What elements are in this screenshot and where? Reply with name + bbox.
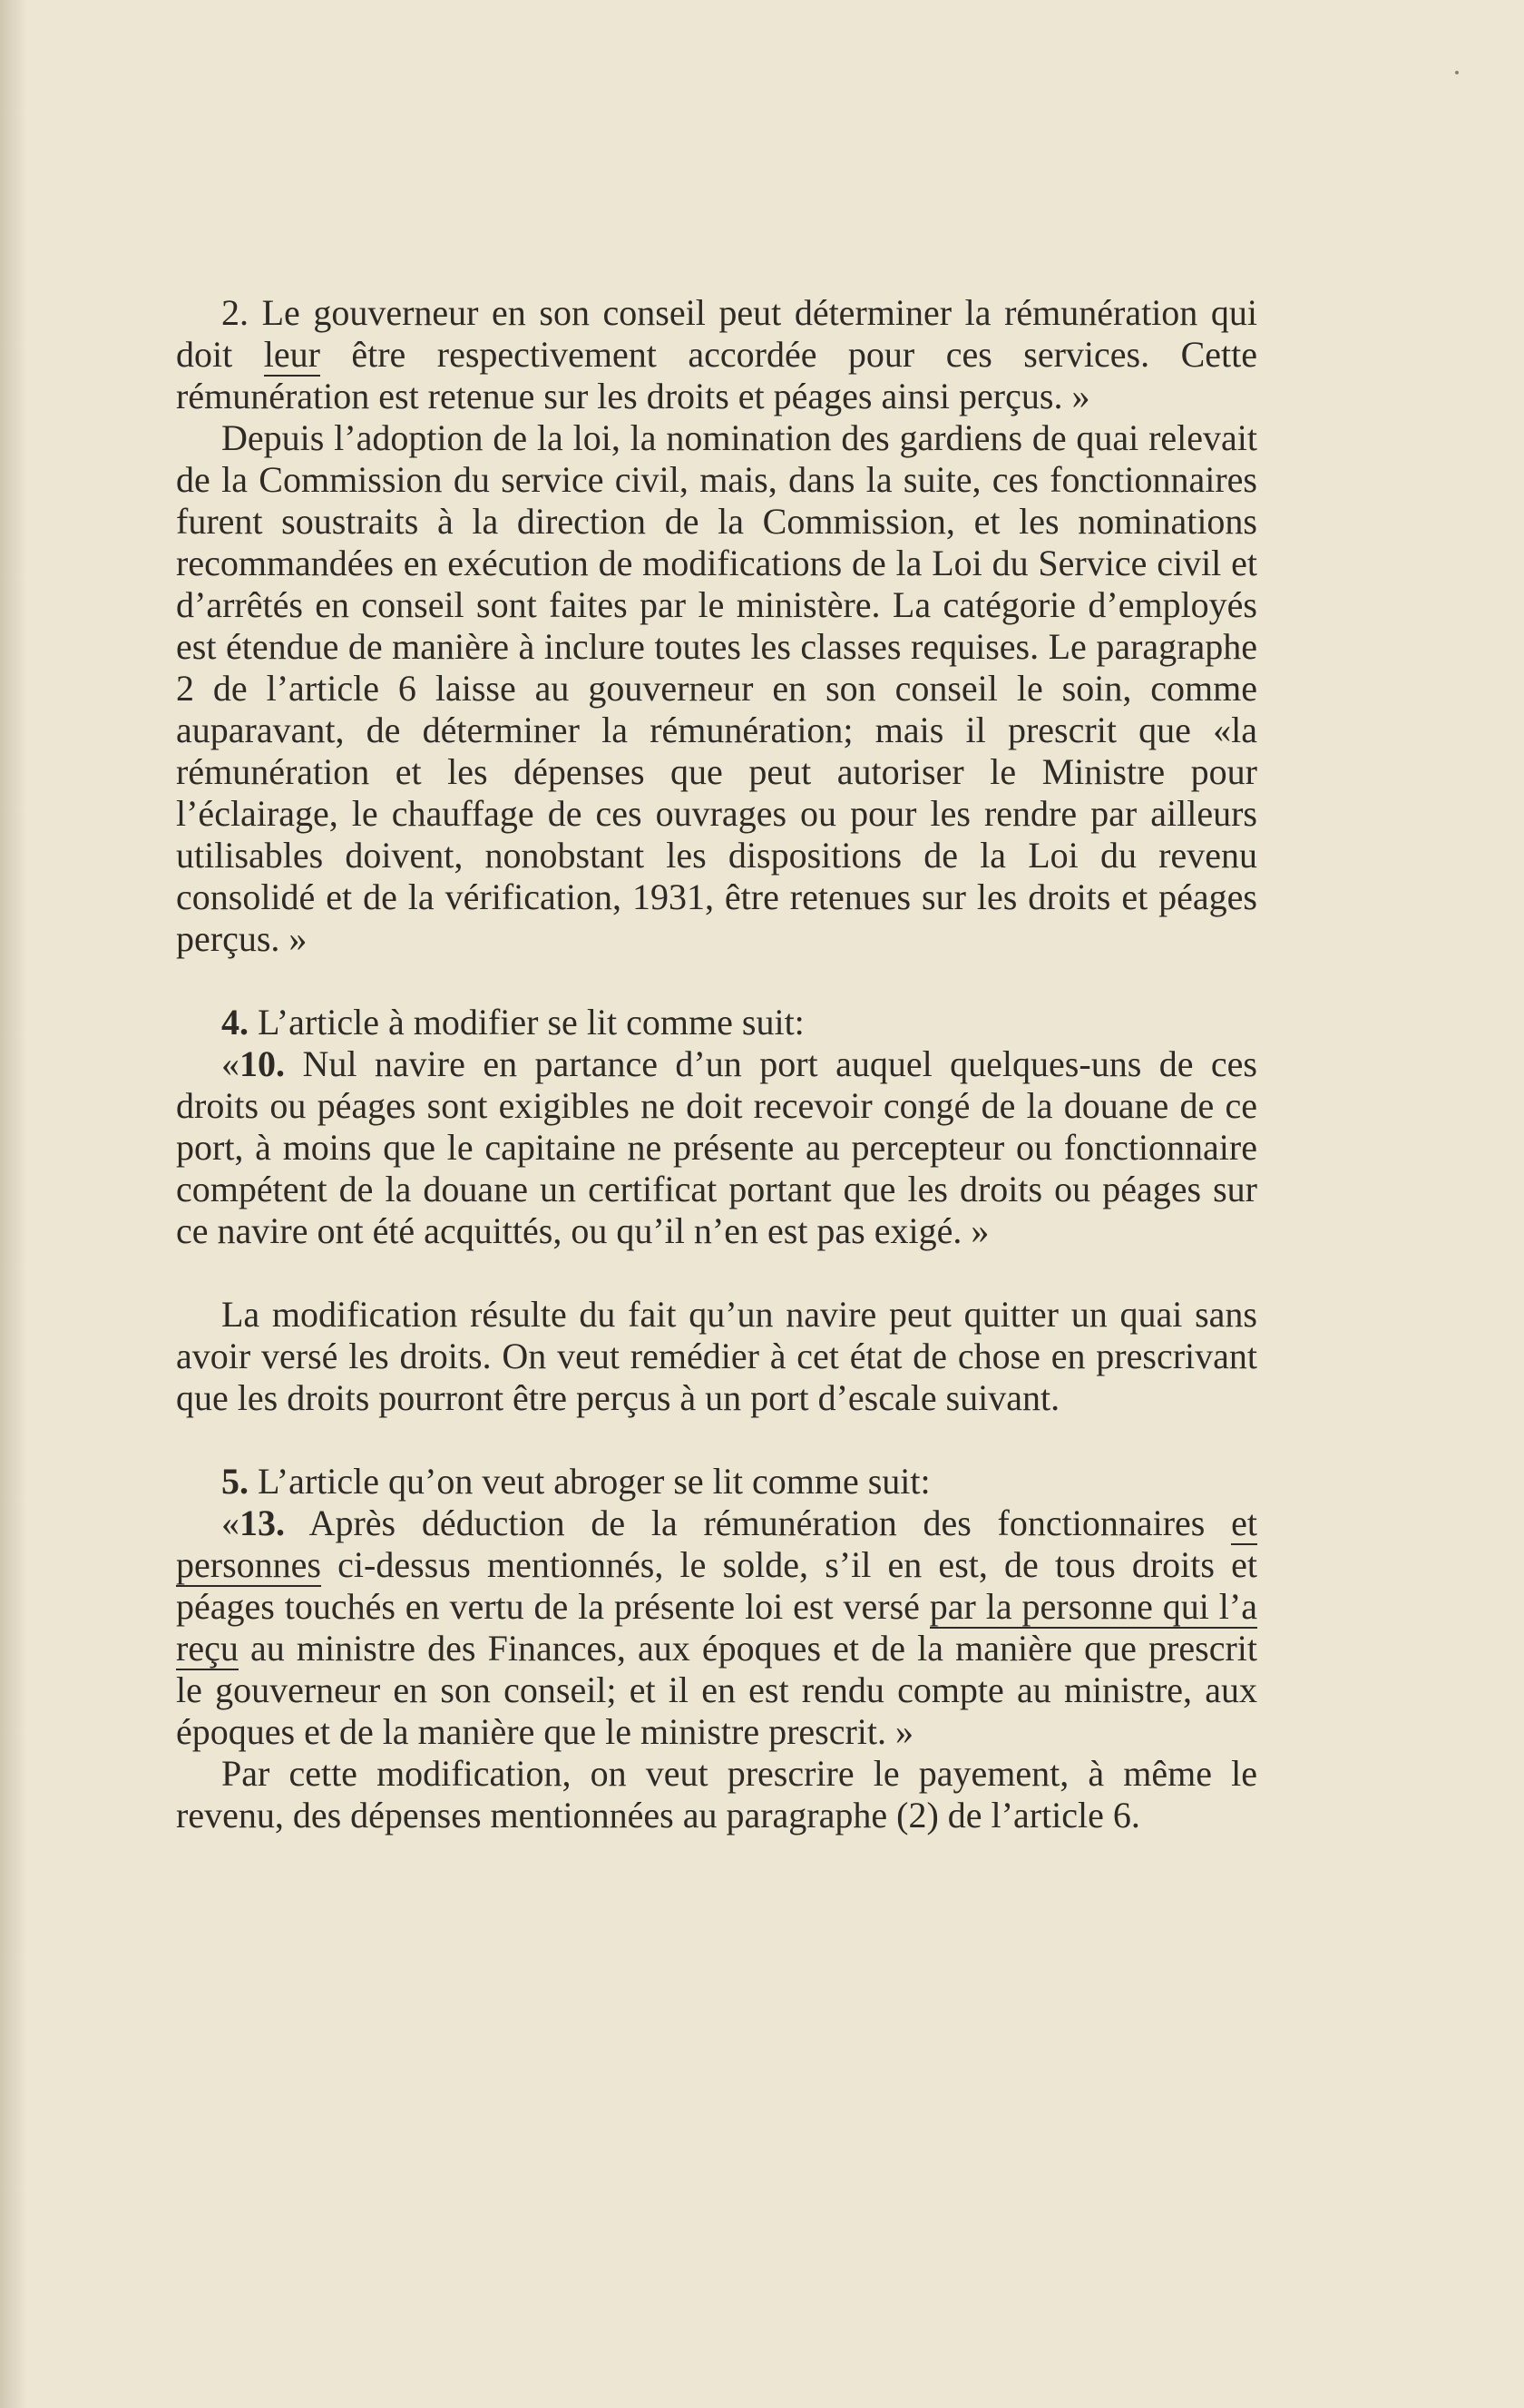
paragraph-explanation-appointments: Depuis l’adoption de la loi, la nomination des gardiens de quai relevait de la Commission du service civil, mais, dans la suite, ces fonctionnaires furent soustraits à la direction de la Commission, et les nominations recommandées en exécution de modifications de la Loi du Service civil et d’arrêtés en conseil sont faites par le ministère. La catégorie d’employés est étendue de manière à inclure toutes les classes requises. Le paragraphe 2 de l’article 6 laisse au gouverneur en son conseil le soin, comme auparavant, de déterminer la rémunération; mais il prescrit que «la rémunération et les dépenses que peut autoriser le Ministre pour l’éclairage, le chauffage de ces ouvrages ou pour les rendre par ailleurs utilisables doivent, nonobstant les dispositions de la Loi du revenu consolidé et de la vérification, 1931, être retenues sur les droits et péages perçus. » <box>176 417 1257 959</box>
page-edge-shadow <box>0 0 27 2408</box>
paragraph-article-13: «13. Après déduction de la rémunération des fonctionnaires et personnes ci-dessus mentionnés, le solde, s’il en est, de tous droits et péages touchés en vertu de la présente loi est versé par la personne qui l’a reçu au ministre des Finances, aux époques et de la manière que prescrit le gouverneur en son conseil; et il en est rendu compte au ministre, aux époques et de la manière que le ministre prescrit. » <box>176 1503 1257 1752</box>
underlined-phrase: et personnes <box>176 1503 1257 1585</box>
paragraph-article-10: «10. Nul navire en partance d’un port auquel quelques-uns de ces droits ou péages sont exigibles ne doit recevoir congé de la douane de ce port, à moins que le capitaine ne présente au percepteur ou fonctionnaire compétent de la douane un certificat portant que les droits ou péages sur ce navire ont été acquittés, ou qu’il n’en est pas exigé. » <box>176 1043 1257 1251</box>
paragraph-explanation-payment: Par cette modification, on veut prescrire le payement, à même le revenu, des dépenses mentionnées au paragraphe (2) de l’article 6. <box>176 1753 1257 1835</box>
paragraph-gap <box>176 1419 1257 1461</box>
paragraph-section-5-heading: 5. L’article qu’on veut abroger se lit comme suit: <box>221 1461 931 1502</box>
paragraph-gap <box>176 960 1257 1002</box>
underlined-phrase: par la personne qui l’a reçu <box>176 1586 1257 1669</box>
paper-speck <box>1455 71 1459 74</box>
underlined-word: leur <box>263 334 320 375</box>
paragraph-gap <box>176 1252 1257 1294</box>
paragraph-section-4-heading: 4. L’article à modifier se lit comme suit: <box>221 1002 805 1042</box>
article-number: 10. <box>239 1043 285 1084</box>
section-number: 5. <box>221 1461 249 1502</box>
article-number: 13. <box>239 1503 285 1543</box>
section-number: 4. <box>221 1002 249 1042</box>
paragraph-subsection-2: 2. Le gouverneur en son conseil peut déterminer la rémunération qui doit leur être respectivement accordée pour ces services. Cette rémunération est retenue sur les droits et péages ainsi perçus. » <box>176 292 1257 416</box>
document-body <box>176 292 1257 1836</box>
paragraph-explanation-departure: La modification résulte du fait qu’un navire peut quitter un quai sans avoir versé les droits. On veut remédier à cet état de chose en prescrivant que les droits pourront être perçus à un port d’escale suivant. <box>176 1294 1257 1418</box>
